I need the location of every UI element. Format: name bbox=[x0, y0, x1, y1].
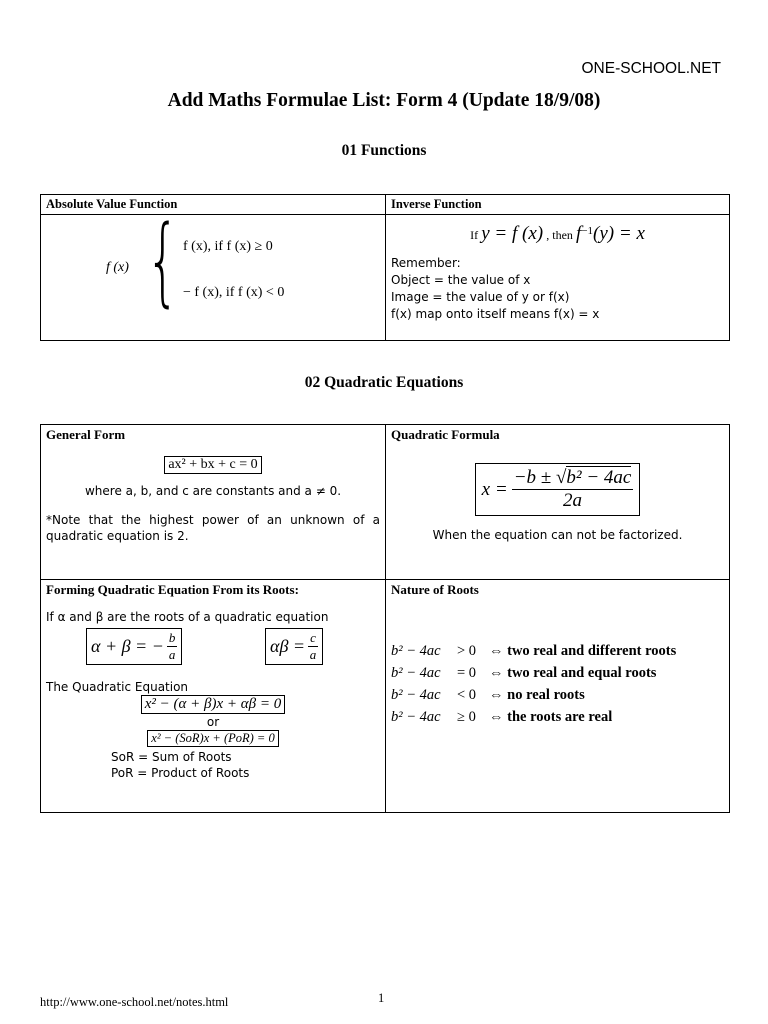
equation-1: x² − (α + β)x + αβ = 0 bbox=[141, 695, 285, 714]
roots-intro: If α and β are the roots of a quadratic equation bbox=[46, 610, 329, 624]
nature-row: b² − 4ac > 0 ⇔ two real and different roots bbox=[391, 643, 677, 659]
inverse-eq2-rest: (y) = x bbox=[593, 223, 645, 244]
section-quadratic-title: 02 Quadratic Equations bbox=[304, 374, 464, 391]
the-equation-label: The Quadratic Equation bbox=[46, 680, 189, 694]
object-line: Object = the value of x bbox=[391, 273, 531, 287]
nature-of-roots-cell bbox=[386, 580, 730, 813]
abs-lhs: f (x) bbox=[106, 260, 129, 275]
equation-2: x² − (SoR)x + (PoR) = 0 bbox=[147, 730, 278, 747]
formula-num-a: −b ± bbox=[513, 467, 552, 488]
formula-num-root: b² − 4ac bbox=[566, 467, 632, 488]
general-form-header: General Form bbox=[46, 427, 126, 442]
general-form-note: *Note that the highest power of an unknown of a quadratic equation is 2. bbox=[46, 513, 380, 543]
quadratic-formula-cell bbox=[386, 425, 730, 580]
sum-den: a bbox=[168, 647, 176, 662]
formula-den: 2a bbox=[563, 490, 582, 511]
quadratic-formula-header: Quadratic Formula bbox=[391, 427, 500, 442]
general-form-where: where a, b, and c are constants and a ≠ 0. bbox=[84, 484, 342, 498]
functions-table bbox=[40, 194, 730, 341]
inverse-eq2-f: f bbox=[576, 223, 582, 244]
forming-roots-header: Forming Quadratic Equation From its Roots: bbox=[46, 582, 299, 597]
page-number: 1 bbox=[378, 991, 385, 1005]
nature-row: b² − 4ac ≥ 0 ⇔ the roots are real bbox=[391, 709, 613, 725]
brace-icon: { bbox=[146, 205, 180, 317]
inverse-eq1: y = f (x) bbox=[481, 223, 544, 244]
nature-of-roots-header: Nature of Roots bbox=[391, 582, 479, 597]
nature-row: b² − 4ac = 0 ⇔ two real and equal roots bbox=[391, 665, 657, 681]
absolute-value-header: Absolute Value Function bbox=[41, 195, 386, 215]
inverse-function-header: Inverse Function bbox=[386, 195, 730, 215]
remember-label: Remember: bbox=[391, 256, 461, 270]
por-label: PoR = Product of Roots bbox=[111, 766, 250, 780]
nature-row: b² − 4ac < 0 ⇔ no real roots bbox=[391, 687, 585, 703]
quadratic-formula-box: x = $\frac{\text{−b ± √b² − 4ac}}{2a}$ bbox=[475, 463, 641, 516]
sor-label: SoR = Sum of Roots bbox=[111, 750, 232, 764]
image-line: Image = the value of y or f(x) bbox=[391, 290, 570, 304]
section-functions-title: 01 Functions bbox=[341, 142, 427, 159]
or-label: or bbox=[206, 715, 220, 729]
brand-label: ONE-SCHOOL.NET bbox=[581, 60, 721, 77]
inverse-then: , then bbox=[546, 228, 573, 242]
prod-num: c bbox=[310, 630, 316, 645]
general-form-formula: ax² + bx + c = 0 bbox=[164, 456, 261, 474]
sum-lhs: α + β = − bbox=[91, 636, 164, 656]
footer-url-link[interactable]: http://www.one-school.net/notes.html bbox=[40, 995, 229, 1009]
abs-case-1: f (x), if f (x) ≥ 0 bbox=[183, 239, 273, 254]
inverse-function-cell bbox=[386, 215, 730, 341]
formula-note: When the equation can not be factorized. bbox=[432, 528, 683, 542]
page-title: Add Maths Formulae List: Form 4 (Update 18/9/08) bbox=[167, 90, 601, 111]
abs-case-2: − f (x), if f (x) < 0 bbox=[183, 285, 285, 300]
sum-num: b bbox=[168, 630, 176, 645]
formula-lhs: x = bbox=[481, 478, 508, 500]
map-line: f(x) map onto itself means f(x) = x bbox=[391, 307, 600, 321]
inverse-eq2-sup: −1 bbox=[581, 224, 594, 237]
general-form-cell bbox=[41, 425, 386, 580]
sum-of-roots-box bbox=[86, 628, 182, 665]
prod-lhs: αβ = bbox=[270, 636, 306, 656]
forming-roots-cell bbox=[41, 580, 386, 813]
quadratic-table bbox=[40, 424, 730, 813]
prod-den: a bbox=[309, 647, 317, 662]
absolute-value-cell bbox=[41, 205, 386, 341]
inverse-if: If bbox=[470, 228, 479, 242]
product-of-roots-box bbox=[265, 628, 323, 665]
